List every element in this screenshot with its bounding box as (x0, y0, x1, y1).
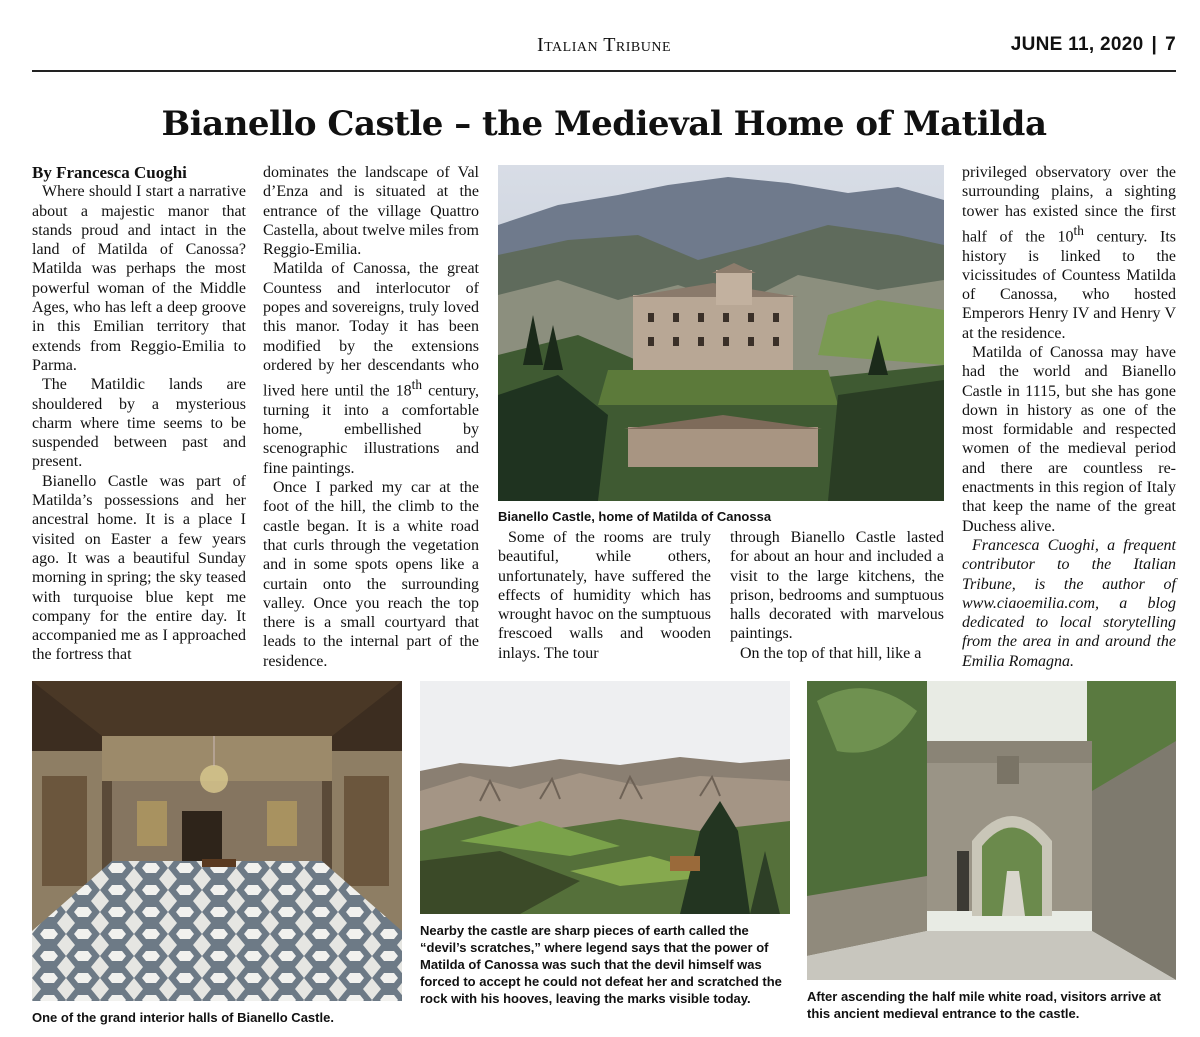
paragraph-text: century, turning it into a comfortable home, embellished by scenographic illustrations and fine paintings. (263, 382, 480, 477)
paragraph: Bianello Castle was part of Matilda’s possessions and her ancestral home. It is a place I visited on Easter a few years ago. It was a beautiful Sunday morning in spring; the sky teased with turquoise blue kept me company for the entire day. It accompanied me as I approached the fortress that (32, 472, 246, 664)
byline: By Francesca Cuoghi (32, 163, 187, 182)
article-headline: Bianello Castle – the Medieval Home of Matilda (161, 104, 1047, 144)
interior-hall-caption: One of the grand interior halls of Bianello Castle. (32, 1010, 334, 1025)
medieval-gate-photo (807, 681, 1176, 980)
paragraph: On the top of that hill, like a (740, 644, 922, 662)
paragraph-text: privileged observatory over the surrounding plains, a sighting tower has existed since the first half of the 10 (962, 164, 1176, 246)
paragraph-text: century. Its history is linked to the vicissitudes of Countess Matilda of Canossa, who hosted Emperors Henry IV and Henry V at the residence. (962, 228, 1177, 342)
paragraph (263, 259, 479, 478)
paragraph-continued: through Bianello Castle lasted for about an hour and included a visit to the large kitchens, the prison, bedrooms and sumptuous halls decorated with marvelous paintings. (730, 529, 944, 643)
issue-date: JUNE 11, 2020 (1010, 34, 1144, 55)
paragraph: Where should I start a narrative about a majestic manor that stands proud and intact in the land of Matilda of Canossa? Matilda was perhaps the most powerful woman of the Middle Ages, who has left a deep groove in this Emilian territory that extends from Reggio-Emilia to Parma. (32, 183, 246, 374)
issue-info (1011, 34, 1176, 56)
hills-illustration (420, 681, 790, 914)
article-column-1 (32, 163, 246, 665)
paragraph: Once I parked my car at the foot of the hill, the climb to the castle began. It is a white road that curls through the vegetation and in some spots opens like a curtain onto the surrounding valley. Once you reach the top there is a small courtyard that leads to the internal part of the residence. (263, 479, 479, 670)
article-column-5 (962, 163, 1176, 671)
article-column-3 (498, 528, 711, 663)
paragraph-continued (962, 163, 1176, 343)
article-column-2 (263, 163, 479, 671)
page-number: 7 (1165, 34, 1176, 55)
ordinal-suffix: th (411, 377, 423, 393)
paragraph: Matilda of Canossa may have had the world and Bianello Castle in 1115, but she has gone down in history as one of the most formidable and respected women of the medieval period and there are countless re-enactments in this region of Italy that keep the name of the great Duchess alive. (962, 344, 1176, 535)
devils-scratches-caption: Nearby the castle are sharp pieces of earth called the “devil’s scratches,” where legend says that the power of Matilda of Canossa was such that the devil himself was forced to accept he could not defeat her and scratched the rock with his hooves, leaving the marks visible today. (420, 923, 782, 1006)
publication-name: Italian Tribune (536, 34, 672, 56)
article-column-4 (730, 528, 944, 663)
castle-photo (498, 165, 944, 501)
castle-illustration (498, 165, 944, 501)
interior-hall-illustration (32, 681, 402, 1001)
devils-scratches-photo (420, 681, 790, 914)
medieval-gate-caption: After ascending the half mile white road, visitors arrive at this ancient medieval entrance to the castle. (807, 989, 1161, 1021)
issue-separator: | (1151, 34, 1158, 55)
castle-photo-caption: Bianello Castle, home of Matilda of Canossa (498, 509, 772, 524)
interior-hall-photo (32, 681, 402, 1001)
paragraph-continued: dominates the landscape of Val d’Enza and is situated at the entrance of the village Quattro Castella, about twelve miles from Reggio-Emilia. (263, 164, 479, 259)
paragraph-text: Matilda of Canossa, the great Countess and interlocutor of popes and sovereigns, truly loved this manor. Today it has been modified by the extensions ordered by her descendants who lived here until the 18 (263, 260, 479, 400)
paragraph: Some of the rooms are truly beautiful, while others, unfortunately, have suffered the effects of humidity which has wrought havoc on the sumptuous frescoed walls and wooden inlays. The tour (498, 529, 711, 662)
author-note: Francesca Cuoghi, a frequent contributor to the Italian Tribune, is the author of www.ciaoemilia.com, a blog dedicated to local storytelling from the area in and around the Emilia Romagna. (962, 536, 1176, 670)
paragraph: The Matildic lands are shouldered by a mysterious charm where time seems to be suspended between past and present. (32, 376, 246, 471)
gate-illustration (807, 681, 1176, 980)
ordinal-suffix: th (1073, 222, 1084, 238)
masthead (32, 32, 1176, 72)
